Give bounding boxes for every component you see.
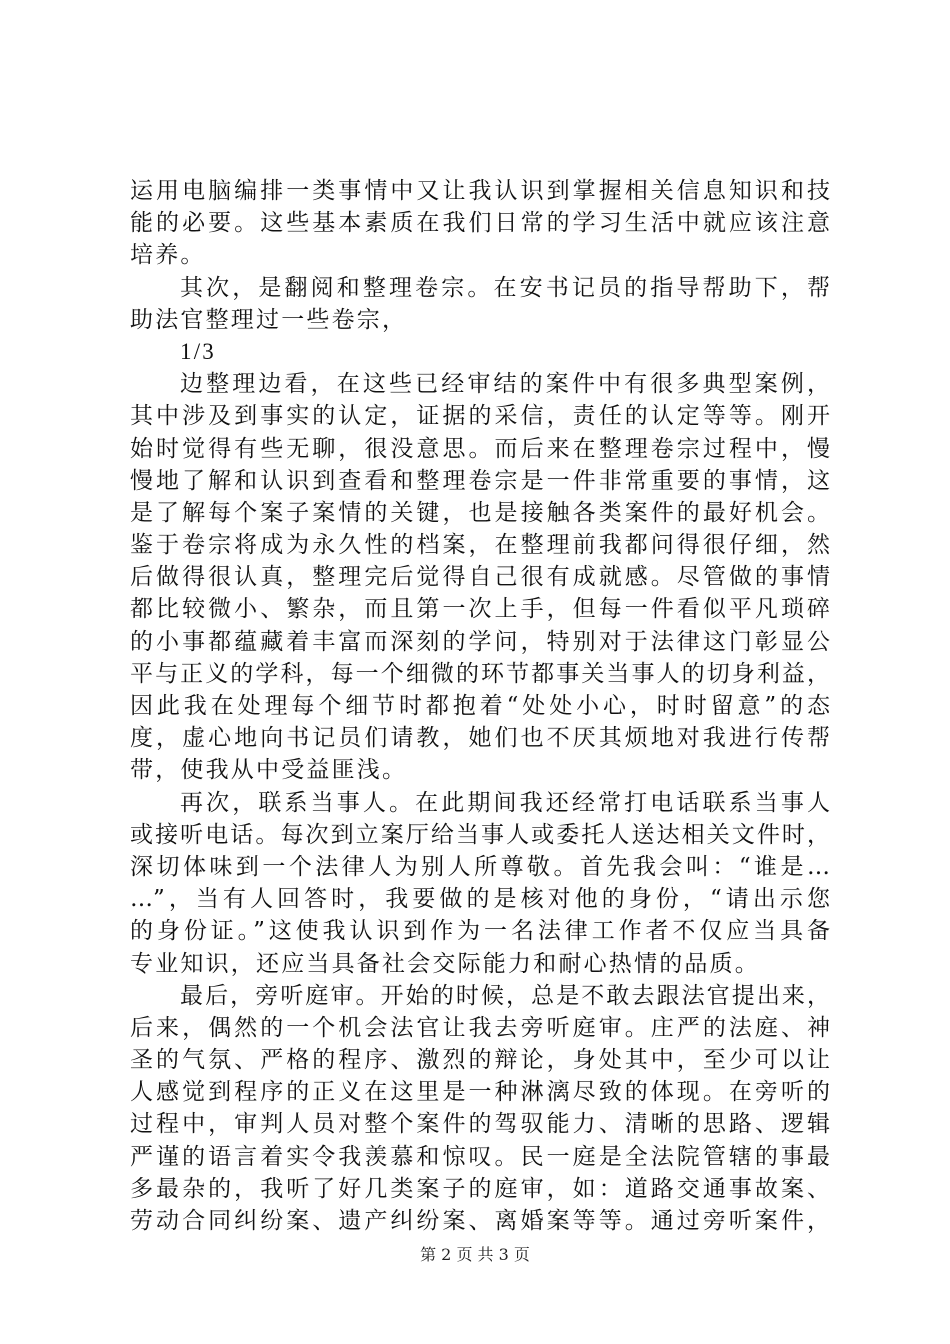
text-line: 是了解每个案子案情的关键，也是接触各类案件的最好机会。 — [130, 499, 830, 526]
text-line: 的小事都蕴藏着丰富而深刻的学问，特别对于法律这门彰显公 — [130, 628, 830, 655]
text-line: 劳动合同纠纷案、遗产纠纷案、离婚案等等。通过旁听案件， — [130, 1208, 830, 1234]
text-line: 过程中，审判人员对整个案件的驾驭能力、清晰的思路、逻辑 — [130, 1111, 830, 1138]
text-line: 其中涉及到事实的认定，证据的采信，责任的认定等等。刚开 — [130, 403, 830, 430]
document-body — [130, 175, 830, 1237]
text-line: 平与正义的学科，每一个细微的环节都事关当事人的切身利益， — [130, 660, 830, 687]
text-line: 鉴于卷宗将成为永久性的档案，在整理前我都问得很仔细，然 — [130, 532, 830, 559]
text-line: …”，当有人回答时，我要做的是核对他的身份，“请出示您 — [130, 886, 830, 913]
text-line: 运用电脑编排一类事情中又让我认识到掌握相关信息知识和技 — [130, 178, 830, 204]
text-line: 能的必要。这些基本素质在我们日常的学习生活中就应该注意 — [130, 210, 830, 237]
paragraph-start-line: 边整理边看，在这些已经审结的案件中有很多典型案例， — [180, 371, 830, 398]
paragraph-start-line: 其次，是翻阅和整理卷宗。在安书记员的指导帮助下，帮 — [180, 274, 830, 301]
text-line: 深切体味到一个法律人为别人所尊敬。首先我会叫：“谁是… — [130, 853, 830, 880]
text-line: 严谨的语言着实令我羡慕和惊叹。民一庭是全法院管辖的事最 — [130, 1143, 830, 1170]
text-line: 人感觉到程序的正义在这里是一种淋漓尽致的体现。在旁听的 — [130, 1079, 830, 1106]
page-footer: 第 2 页 共 3 页 — [420, 1245, 530, 1264]
text-line: 后来，偶然的一个机会法官让我去旁听庭审。庄严的法庭、神 — [130, 1014, 830, 1041]
text-line: 始时觉得有些无聊，很没意思。而后来在整理卷宗过程中，慢 — [130, 435, 830, 462]
paragraph-start-line: 最后，旁听庭审。开始的时候，总是不敢去跟法官提出来， — [180, 982, 830, 1009]
text-line: 或接听电话。每次到立案厅给当事人或委托人送达相关文件时， — [130, 821, 830, 848]
text-line: 都比较微小、繁杂，而且第一次上手，但每一件看似平凡琐碎 — [130, 596, 830, 623]
inline-page-number: 1/3 — [180, 338, 216, 364]
text-line: 度，虚心地向书记员们请教，她们也不厌其烦地对我进行传帮 — [130, 725, 830, 752]
text-line: 慢地了解和认识到查看和整理卷宗是一件非常重要的事情，这 — [130, 467, 830, 494]
paragraph-start-line: 再次，联系当事人。在此期间我还经常打电话联系当事人 — [180, 789, 830, 816]
text-line: 圣的气氛、严格的程序、激烈的辩论，身处其中，至少可以让 — [130, 1047, 830, 1074]
text-line: 因此我在处理每个细节时都抱着“处处小心，时时留意”的态 — [130, 693, 830, 719]
text-line: 后做得很认真，整理完后觉得自己很有成就感。尽管做的事情 — [130, 564, 830, 591]
text-line: 带，使我从中受益匪浅。 — [130, 757, 408, 784]
text-line: 多最杂的，我听了好几类案子的庭审，如：道路交通事故案、 — [130, 1175, 830, 1202]
text-line: 专业知识，还应当具备社会交际能力和耐心热情的品质。 — [130, 950, 760, 977]
text-line: 的身份证。”这使我认识到作为一名法律工作者不仅应当具备 — [130, 918, 830, 945]
text-line: 助法官整理过一些卷宗， — [130, 306, 408, 333]
text-line: 培养。 — [130, 242, 206, 269]
